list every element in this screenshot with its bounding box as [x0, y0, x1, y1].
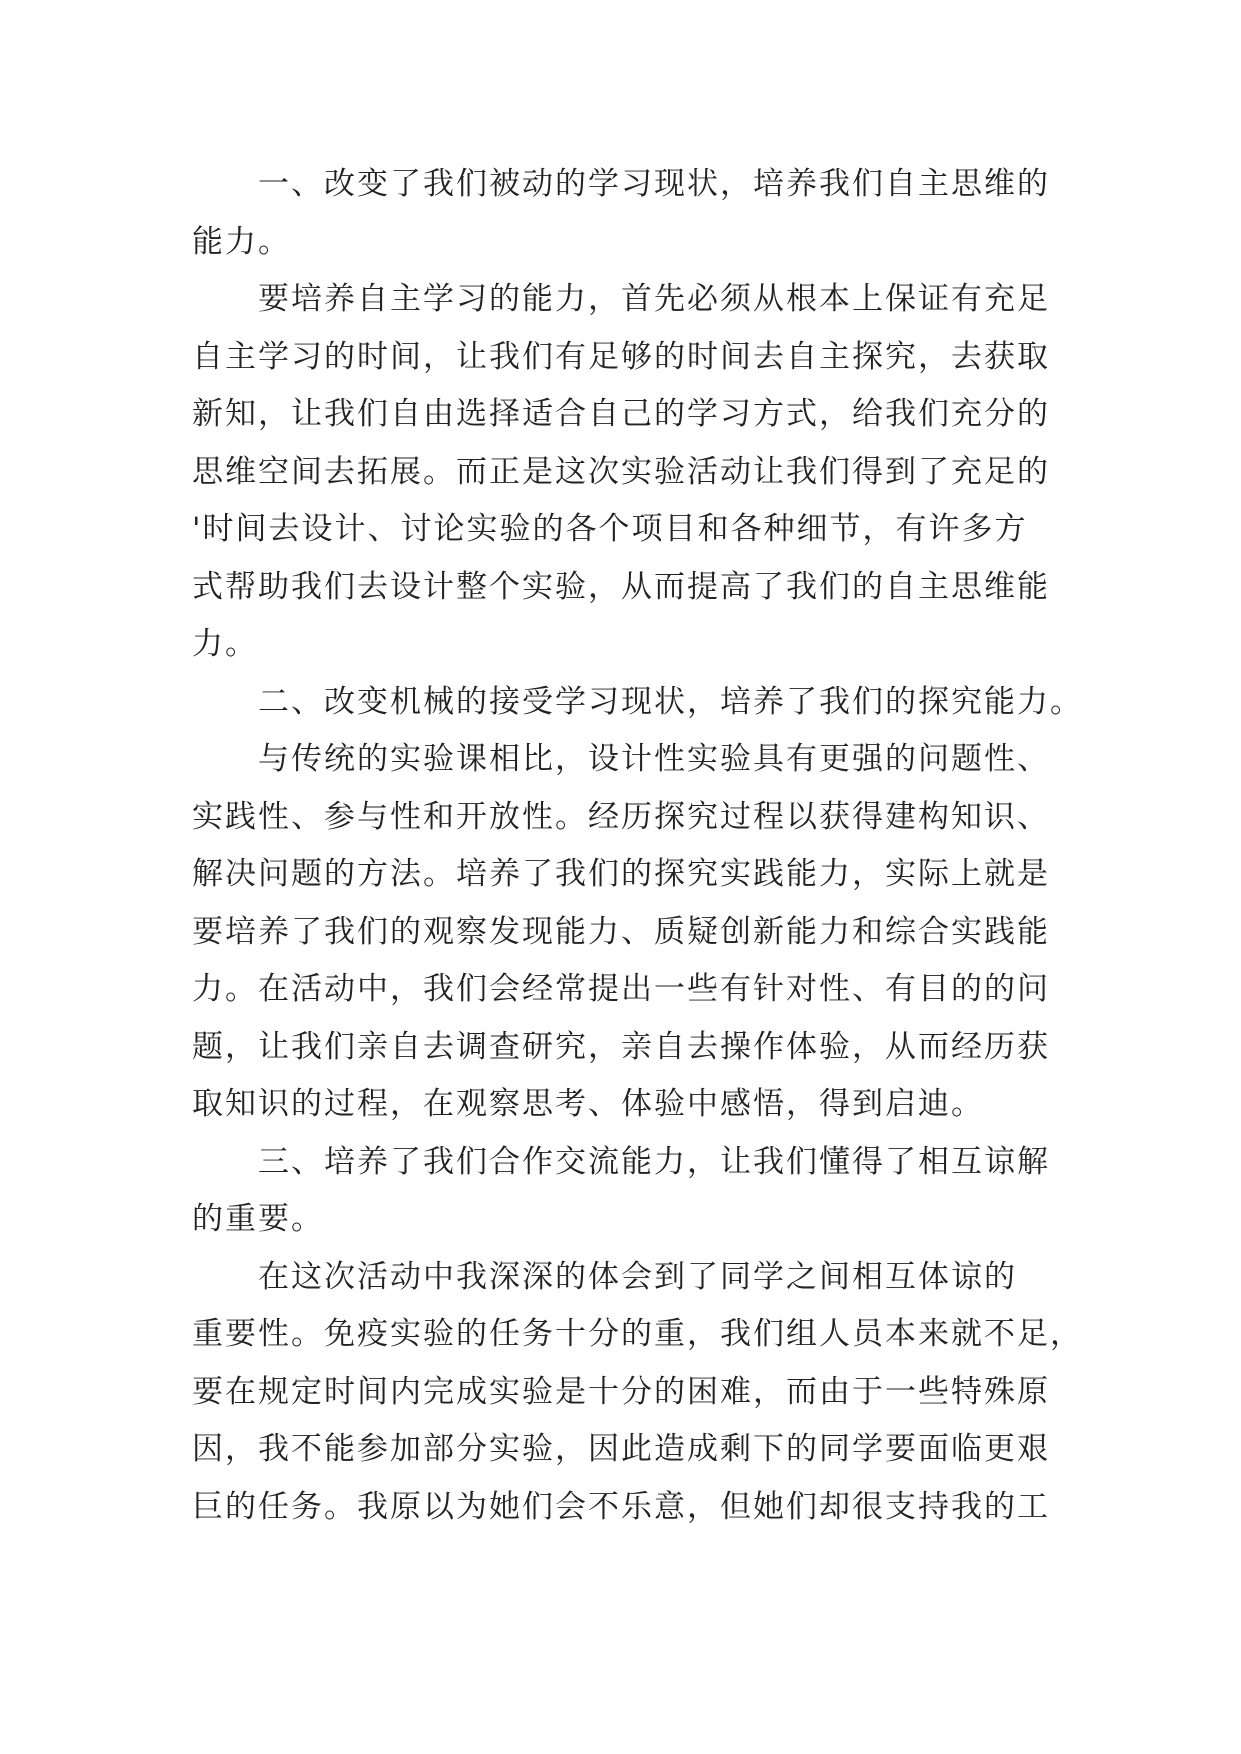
text-line: 在这次活动中我深深的体会到了同学之间相互体谅的	[258, 1258, 1017, 1295]
text-line: 实践性、参与性和开放性。经历探究过程以获得建构知识、	[192, 798, 1050, 835]
text-line: 能力。	[192, 223, 291, 260]
text-line: 新知，让我们自由选择适合自己的学习方式，给我们充分的	[192, 396, 1050, 432]
text-line: 取知识的过程，在观察思考、体验中感悟，得到启迪。	[192, 1086, 984, 1122]
text-line: 力。在活动中，我们会经常提出一些有针对性、有目的的问	[192, 971, 1050, 1007]
text-line: 因，我不能参加部分实验，因此造成剩下的同学要面临更艰	[192, 1431, 1050, 1467]
text-line: 重要性。免疫实验的任务十分的重，我们组人员本来就不足，	[192, 1316, 1083, 1352]
text-line: 解决问题的方法。培养了我们的探究实践能力，实际上就是	[192, 856, 1050, 892]
text-line: 一、改变了我们被动的学习现状，培养我们自主思维的	[258, 166, 1050, 202]
text-line: 力。	[192, 626, 258, 662]
document-body	[192, 156, 1083, 1536]
text-line: 要在规定时间内完成实验是十分的困难，而由于一些特殊原	[192, 1373, 1050, 1410]
text-line: 巨的任务。我原以为她们会不乐意，但她们却很支持我的工	[192, 1488, 1050, 1525]
text-line: 要培养了我们的观察发现能力、质疑创新能力和综合实践能	[192, 913, 1050, 950]
text-line: 题，让我们亲自去调查研究，亲自去操作体验，从而经历获	[192, 1028, 1050, 1065]
text-line: 思维空间去拓展。而正是这次实验活动让我们得到了充足的	[192, 453, 1050, 490]
text-line: 与传统的实验课相比，设计性实验具有更强的问题性、	[258, 741, 1050, 777]
text-line: 式帮助我们去设计整个实验，从而提高了我们的自主思维能	[192, 568, 1050, 605]
text-line: 要培养自主学习的能力，首先必须从根本上保证有充足	[258, 281, 1050, 317]
text-line: 二、改变机械的接受学习现状，培养了我们的探究能力。	[258, 683, 1083, 720]
text-line: 三、培养了我们合作交流能力，让我们懂得了相互谅解	[258, 1143, 1050, 1180]
text-line: '时间去设计、讨论实验的各个项目和各种细节，有许多方	[192, 511, 1028, 547]
text-line: 的重要。	[192, 1201, 324, 1237]
text-line: 自主学习的时间，让我们有足够的时间去自主探究，去获取	[192, 338, 1050, 375]
